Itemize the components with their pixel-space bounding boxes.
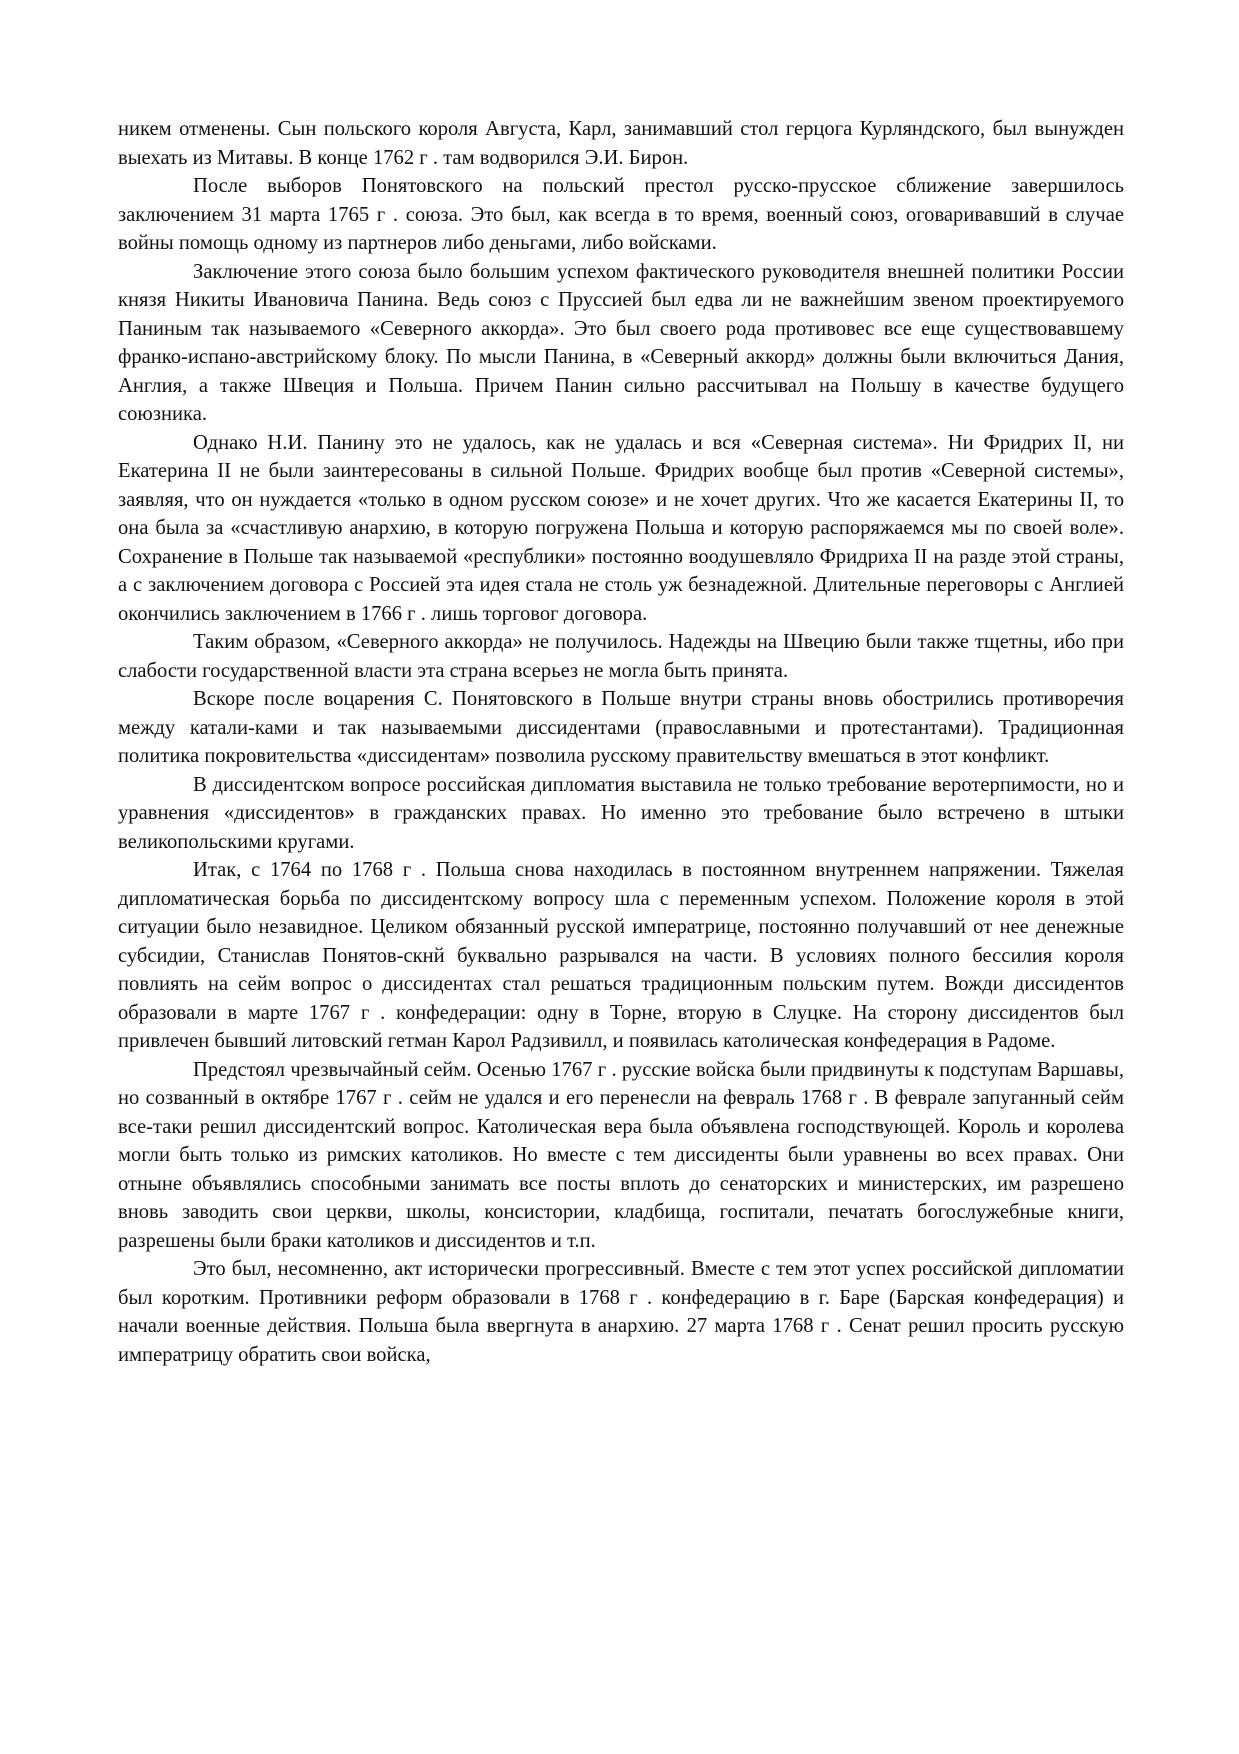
paragraph-1: никем отменены. Сын польского короля Августа, Карл, занимавший стол герцога Курляндского, был вынужден выехать из Митавы. В конце 1762 г . там водворился Э.И. Бирон.	[118, 118, 1124, 169]
paragraph-9: Предстоял чрезвычайный сейм. Осенью 1767 г . русские войска были придвинуты к подступам Варшавы, но созванный в октябре 1767 г . сейм не удался и его перенесли на февраль 1768 г . В феврале запуганный сейм все-таки решил диссидентский вопрос. Католическая вера была объявлена господствующей. Король и королева могли быть только из римских католиков. Но вместе с тем диссиденты были уравнены во всех правах. Они отныне объявлялись способными занимать все посты вплоть до сенаторских и министерских, им разрешено вновь заводить свои церкви, школы, консистории, кладбища, госпитали, печатать богослужебные книги, разрешены были браки католиков и диссидентов и т.п.	[118, 1058, 1124, 1252]
paragraph-2: После выборов Понятовского на польский престол русско-прусское сближение завершилось заключением 31 марта 1765 г . союза. Это был, как всегда в то время, военный союз, оговаривавший в случае войны помощь одному из партнеров либо деньгами, либо войсками.	[118, 175, 1124, 254]
document-page	[118, 115, 1124, 1369]
paragraph-6: Вскоре после воцарения С. Понятовского в Польше внутри страны вновь обострились противоречия между катали-ками и так называемыми диссидентами (православными и протестантами). Традиционная политика покровительства «диссидентам» позволила русскому правительству вмешаться в этот конфликт.	[118, 688, 1124, 767]
paragraph-10: Это был, несомненно, акт исторически прогрессивный. Вместе с тем этот успех российской дипломатии был коротким. Противники реформ образовали в 1768 г . конфедерацию в г. Баре (Барская конфедерация) и начали военные действия. Польша была ввергнута в анархию. 27 марта 1768 г . Сенат решил просить русскую императрицу обратить свои войска,	[118, 1258, 1124, 1366]
paragraph-5: Таким образом, «Северного аккорда» не получилось. Надежды на Швецию были также тщетны, ибо при слабости государственной власти эта страна всерьез не могла быть принята.	[118, 631, 1124, 682]
paragraph-3: Заключение этого союза было большим успехом фактического руководителя внешней политики России князя Никиты Ивановича Панина. Ведь союз с Пруссией был едва ли не важнейшим звеном проектируемого Паниным так называемого «Северного аккорда». Это был своего рода противовес все еще существовавшему франко-испано-австрийскому блоку. По мысли Панина, в «Северный аккорд» должны были включиться Дания, Англия, а также Швеция и Польша. Причем Панин сильно рассчитывал на Польшу в качестве будущего союзника.	[118, 260, 1124, 425]
paragraph-8: Итак, с 1764 по 1768 г . Польша снова находилась в постоянном внутреннем напряжении. Тяжелая дипломатическая борьба по диссидентскому вопросу шла с переменным успехом. Положение короля в этой ситуации было незавидное. Целиком обязанный русской императрице, постоянно получавший от нее денежные субсидии, Станислав Понятов-скнй буквально разрывался на части. В условиях полного бессилия короля повлиять на сейм вопрос о диссидентах стал решаться традиционным польским путем. Вожди диссидентов образовали в марте 1767 г . конфедерации: одну в Торне, вторую в Слуцке. На сторону диссидентов был привлечен бывший литовский гетман Карол Радзивилл, и появилась католическая конфедерация в Радоме.	[118, 859, 1124, 1052]
paragraph-4: Однако Н.И. Панину это не удалось, как не удалась и вся «Северная система». Ни Фридрих II, ни Екатерина II не были заинтересованы в сильной Польше. Фридрих вообще был против «Северной системы», заявляя, что он нуждается «только в одном русском союзе» и не хочет других. Что же касается Екатерины II, то она была за «счастливую анархию, в которую погружена Польша и которую распоряжаемся мы по своей воле». Сохранение в Польше так называемой «республики» постоянно воодушевляло Фридриха II на разде этой страны, а с заключением договора с Россией эта идея стала не столь уж безнадежной. Длительные переговоры с Англией окончились заключением в 1766 г . лишь торговог договора.	[118, 431, 1124, 625]
paragraph-7: В диссидентском вопросе российская дипломатия выставила не только требование веротерпимости, но и уравнения «диссидентов» в гражданских правах. Но именно это требование было встречено в штыки великопольскими кругами.	[118, 773, 1124, 853]
